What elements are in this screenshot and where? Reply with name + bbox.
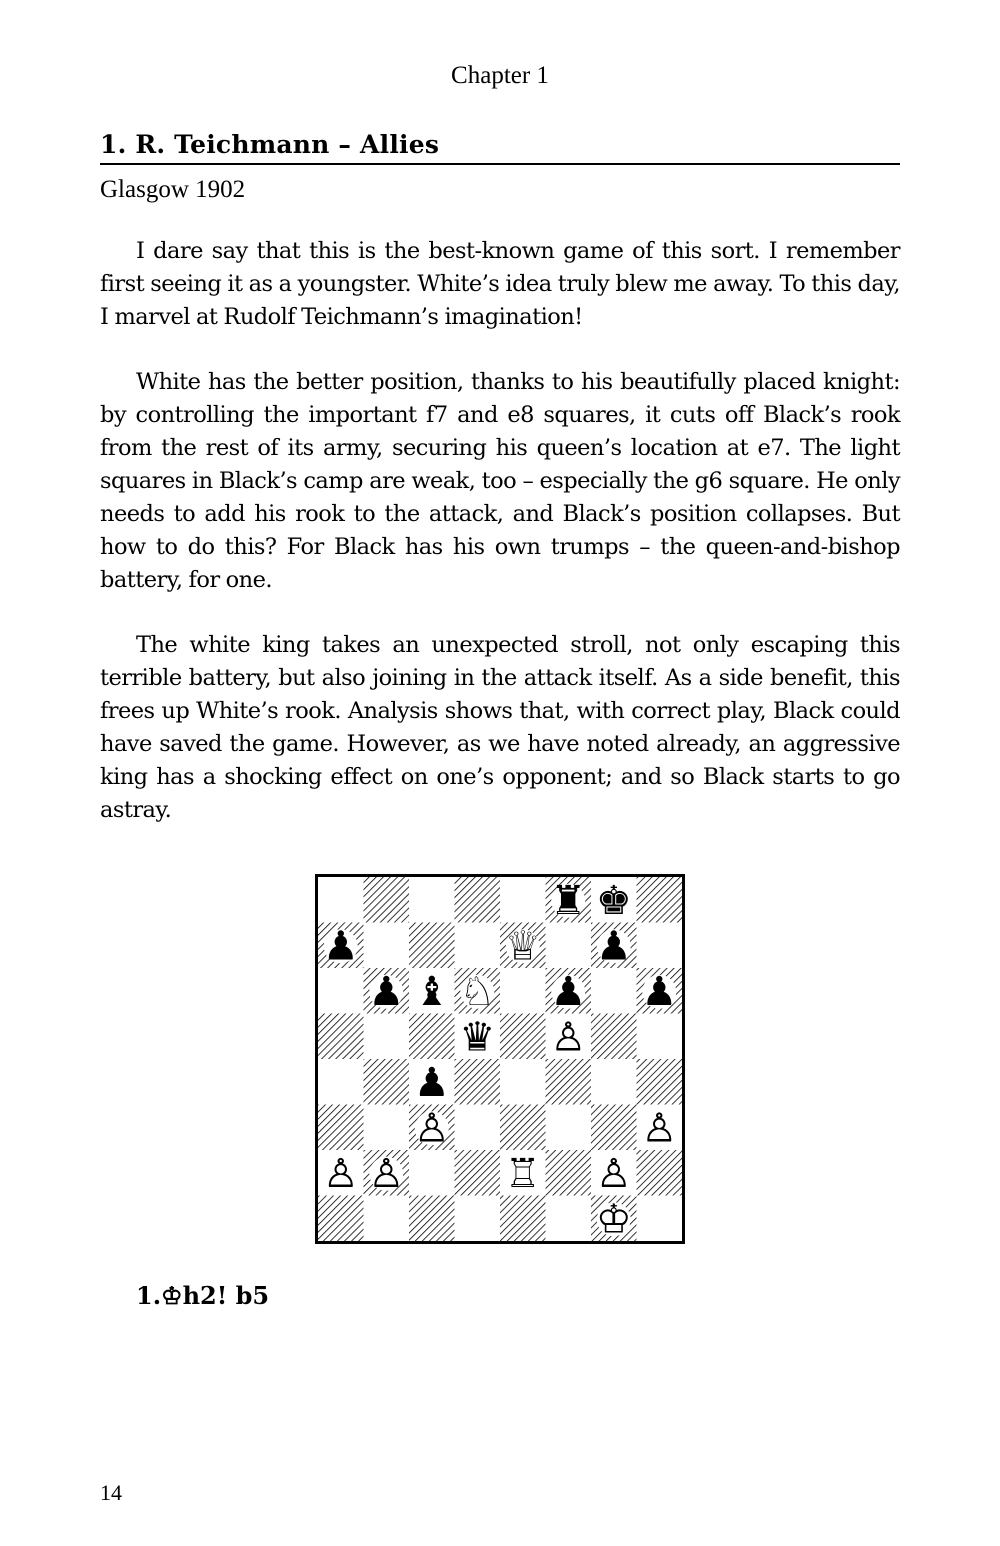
square-b8 [364,877,410,923]
chess-diagram [315,874,685,1244]
paragraph-king-walk: The white king takes an unexpected stroll, not only escaping this terrible battery, but also joining in the attack itself. As a side benefit, this frees up White’s rook. Analysis shows that, with correct play, Black could have saved the game. However, as we have noted already, an aggressive king has a shocking effect on one’s opponent; and so Black starts to go astray. [100,632,900,823]
chapter-heading: Chapter 1 [451,62,549,89]
square-e5 [500,1014,546,1060]
move-line: 1.♔h2! b5 [136,1281,270,1310]
square-d4 [455,1059,501,1105]
white-pawn-f5: ♙ [550,1014,587,1061]
square-e4 [500,1059,546,1105]
square-b4 [364,1059,410,1105]
black-king-g8: ♚ [595,877,632,924]
white-pawn-c3: ♙ [413,1105,450,1152]
game-place: Glasgow 1902 [100,176,246,203]
square-a8 [318,877,364,923]
black-rook-f8: ♜ [550,877,587,924]
black-pawn-g7: ♟ [595,923,632,970]
white-pawn-g2: ♙ [595,1150,632,1197]
square-g4 [591,1059,637,1105]
square-c2 [409,1150,455,1196]
black-pawn-a7: ♟ [322,923,359,970]
white-pawn-a2: ♙ [322,1150,359,1197]
square-b5 [364,1014,410,1060]
square-h1 [637,1196,683,1242]
square-c5 [409,1014,455,1060]
square-f4 [546,1059,592,1105]
black-pawn-b6: ♟ [368,968,405,1015]
white-queen-e7: ♕ [504,923,541,970]
black-pawn-f6: ♟ [550,968,587,1015]
black-pawn-h6: ♟ [641,968,678,1015]
square-e8 [500,877,546,923]
square-a4 [318,1059,364,1105]
square-g3 [591,1105,637,1151]
chess-board [315,874,685,1244]
square-e3 [500,1105,546,1151]
paragraph-intro: I dare say that this is the best-known game of this sort. I remember first seeing it as a youngster. White’s idea truly blew me away. To this day, I marvel at Rudolf Teichmann’s imagination! [100,238,900,330]
black-pawn-c4: ♟ [413,1059,450,1106]
square-b1 [364,1196,410,1242]
square-c1 [409,1196,455,1242]
square-f1 [546,1196,592,1242]
black-bishop-c6: ♝ [413,968,450,1015]
white-pawn-h3: ♙ [641,1105,678,1152]
square-c8 [409,877,455,923]
square-g5 [591,1014,637,1060]
square-a6 [318,968,364,1014]
square-a5 [318,1014,364,1060]
square-f7 [546,923,592,969]
square-d1 [455,1196,501,1242]
square-a1 [318,1196,364,1242]
white-rook-e2: ♖ [504,1150,541,1197]
square-c7 [409,923,455,969]
square-h8 [637,877,683,923]
black-queen-d5: ♛ [459,1014,496,1061]
square-d7 [455,923,501,969]
square-d3 [455,1105,501,1151]
square-h7 [637,923,683,969]
white-knight-d6: ♘ [459,968,496,1015]
square-h4 [637,1059,683,1105]
white-pawn-b2: ♙ [368,1150,405,1197]
game-title: 1. R. Teichmann – Allies [100,130,900,165]
white-king-g1: ♔ [595,1196,632,1243]
square-h2 [637,1150,683,1196]
paragraph-position: White has the better position, thanks to his beautifully placed knight: by controlling the important f7 and e8 squares, it cuts off Black’s rook from the rest of its army, securing his queen’s location at e7. The light squares in Black’s camp are weak, too – especially the g6 square. He only needs to add his rook to the attack, and Black’s position collapses. But how to do this? For Black has his own trumps – the queen-and-bishop battery, for one. [100,369,900,593]
square-e6 [500,968,546,1014]
square-d2 [455,1150,501,1196]
square-e1 [500,1196,546,1242]
square-f2 [546,1150,592,1196]
square-a3 [318,1105,364,1151]
square-b3 [364,1105,410,1151]
square-h5 [637,1014,683,1060]
square-f3 [546,1105,592,1151]
square-d8 [455,877,501,923]
page-number: 14 [100,1480,122,1505]
square-g6 [591,968,637,1014]
square-b7 [364,923,410,969]
